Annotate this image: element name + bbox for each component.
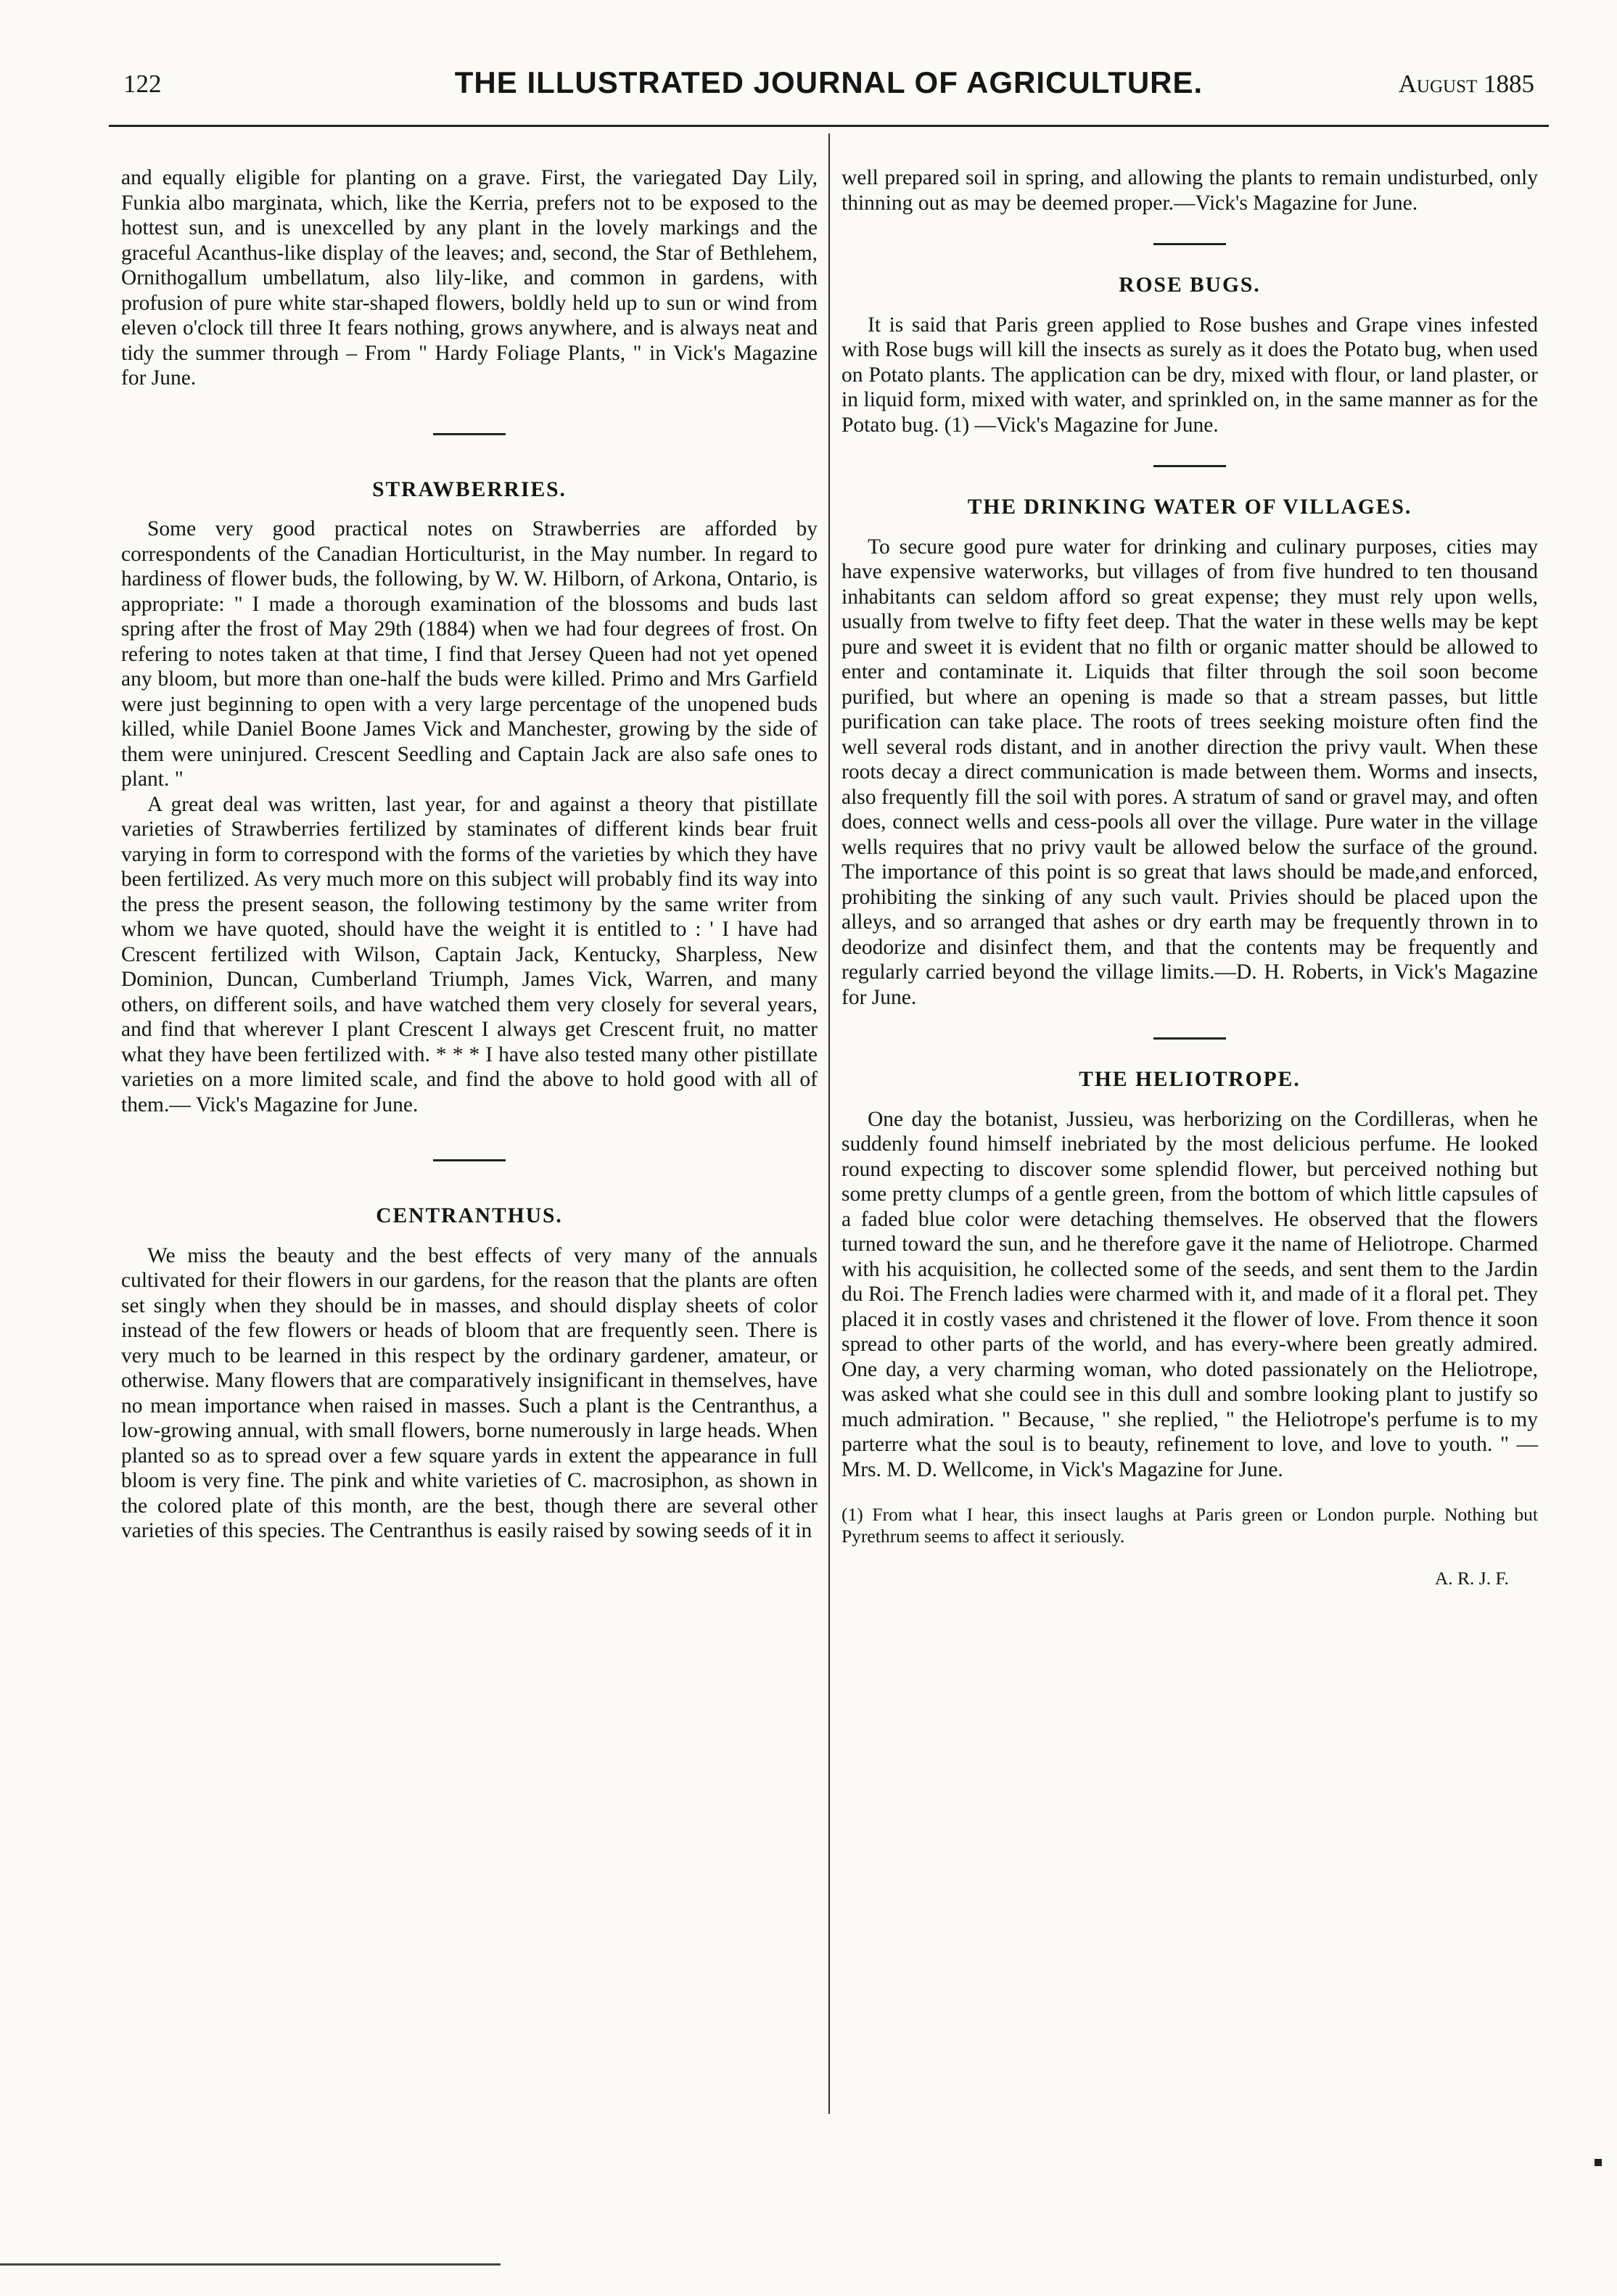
continued-paragraph: well prepared soil in spring, and allowing the plants to remain undisturbed, only thinning out as may be deemed proper.—Vick's Magazine for June.: [842, 166, 1538, 215]
continued-paragraph: and equally eligible for planting on a grave. First, the variegated Day Lily, Funkia albo marginata, which, like the Kerria, prefers not to be exposed to the hottest sun, and is unexcelled by any plant in the lovely markings and the graceful Acanthus-like display of the leaves; and, second, the Star of Bethlehem, Ornithogallum umbellatum, also lily-like, and common in gardens, with profusion of pure white star-shaped flowers, boldly held up to sun or wind from eleven o'clock till three It fears nothing, grows anywhere, and is always neat and tidy the summer through – From " Hardy Foliage Plants, " in Vick's Magazine for June.: [121, 166, 818, 390]
rose-bugs-paragraph: It is said that Paris green applied to Rose bushes and Grape vines infested with Rose bugs will kill the insects as surely as it does the Potato bug, when used on Potato plants. The application can be dry, mixed with flour, or land plaster, or in liquid form, mixed with water, and sprinkled on, in the same manner as for the Potato bug. (1) —Vick's Magazine for June.: [842, 313, 1538, 437]
section-separator: [1153, 1037, 1226, 1040]
printer-mark: [1595, 2159, 1602, 2166]
journal-title: THE ILLUSTRATED JOURNAL OF AGRICULTURE.: [454, 65, 1204, 99]
drinking-water-paragraph: To secure good pure water for drinking and culinary purposes, cities may have expensive waterworks, but villages of from five hundred to ten thousand inhabitants can seldom afford so great expense; they must rely upon wells, usually from twelve to fifty feet deep. That the water in these wells may be kept pure and sweet it is evident that no filth or organic matter should be allowed to enter and contaminate it. Liquids that filter through the soil soon become purified, but where an opening is made so that a stream passes, but little purification can take place. The roots of trees seeking moisture often find the well several rods distant, and in another direction the privy vault. When these roots decay a direct communication is made between them. Worms and insects, also frequently fill the soil with pores. A stratum of sand or gravel may, and often does, connect wells and cess-pools all over the village. Pure water in the village wells requires that no privy vault be allowed below the surface of the ground. The importance of this point is so great that laws should be made,and enforced, prohibiting the sinking of any such vault. Privies should be placed upon the alleys, and so arranged that ashes or dry earth may be frequently thrown in to deodorize and disinfect them, and that the contents may be frequently and regularly carried beyond the village limits.—D. H. Roberts, in Vick's Magazine for June.: [842, 535, 1538, 1009]
bottom-rule: [0, 2263, 501, 2266]
issue-date: August 1885: [1398, 70, 1534, 98]
rose-bugs-heading: ROSE BUGS.: [1119, 273, 1261, 297]
section-separator: [433, 433, 506, 435]
heliotrope-paragraph: One day the botanist, Jussieu, was herborizing on the Cordilleras, when he suddenly found himself inebriated by the most delicious perfume. He looked round expecting to discover some splendid flower, but perceived nothing but some pretty clumps of a gentle green, from the bottom of which little capsules of a faded blue color were detaching themselves. He observed that the flowers turned toward the sun, and he therefore gave it the name of Heliotrope. Charmed with his acquisition, he collected some of the seeds, and sent them to the Jardin du Roi. The French ladies were charmed with it, and made of it a floral pet. They placed it in costly vases and christened it the flower of love. From thence it soon spread to other parts of the world, and has every-where been greatly admired. One day, a very charming woman, who doted passionately on the Heliotrope, was asked what she could see in this dull and sombre looking plant to justify so much admiration. " Because, " she replied, " the Heliotrope's perfume is to my parterre what the soul is to beauty, refinement to love, and love to youth. " — Mrs. M. D. Wellcome, in Vick's Magazine for June.: [842, 1107, 1538, 1481]
section-separator: [433, 1159, 506, 1161]
heliotrope-heading: THE HELIOTROPE.: [1079, 1068, 1301, 1091]
section-separator: [1153, 465, 1226, 467]
page-number: 122: [123, 70, 162, 98]
footnote-signature: A. R. J. F.: [1434, 1567, 1509, 1589]
left-column: [121, 165, 818, 1544]
column-divider: [828, 133, 830, 2114]
strawberries-heading: STRAWBERRIES.: [372, 477, 567, 501]
section-separator: [1153, 243, 1226, 245]
centranthus-paragraph: We miss the beauty and the best effects of very many of the annuals cultivated for their flowers in our gardens, for the reason that the plants are often set singly when they should be in masses, and should display sheets of color instead of the few flowers or heads of bloom that are frequently seen. There is very much to be learned in this respect by the ordinary gardener, amateur, or otherwise. Many flowers that are comparatively insignificant in themselves, have no mean importance when raised in masses. Such a plant is the Centranthus, a low-growing annual, with small flowers, borne numerously in large heads. When planted so as to spread over a few square yards in extent the appearance in full bloom is very fine. The pink and white varieties of C. macrosiphon, as shown in the colored plate of this month, are the best, though there are several other varieties of this species. The Centranthus is easily raised by sowing seeds of it in: [121, 1243, 818, 1542]
strawberries-paragraph-1: Some very good practical notes on Strawberries are afforded by correspondents of the Canadian Horticulturist, in the May number. In regard to hardiness of flower buds, the following, by W. W. Hilborn, of Arkona, Ontario, is appropriate: " I made a thorough examination of the blossoms and buds last spring after the frost of May 29th (1884) when we had four degrees of frost. On refering to notes taken at that time, I find that Jersey Queen had not yet opened any bloom, but more than one-half the buds were killed. Primo and Mrs Garfield were just beginning to open with a very large percentage of the unopened buds killed, while Daniel Boone James Vick and Manchester, growing by the side of them were uninjured. Crescent Seedling and Captain Jack are also safe ones to plant. ": [121, 517, 818, 791]
page-header: [116, 64, 1542, 107]
right-column: [842, 165, 1538, 1591]
header-rule: [109, 125, 1549, 127]
drinking-water-heading: THE DRINKING WATER OF VILLAGES.: [967, 495, 1412, 519]
footnote: (1) From what I hear, this insect laughs at Paris green or London purple. Nothing but Pyrethrum seems to affect it seriously.: [842, 1504, 1538, 1547]
centranthus-heading: CENTRANTHUS.: [376, 1204, 563, 1227]
strawberries-paragraph-2: A great deal was written, last year, for and against a theory that pistillate varieties of Strawberries fertilized by staminates of different kinds bear fruit varying in form to correspond with the forms of the varieties by which they have been fertilized. As very much more on this subject will probably find its way into the press the present season, the following testimony by the same writer from whom we have quoted, should have the weight it is entitled to : ' I have had Crescent fertilized with Wilson, Captain Jack, Kentucky, Sharpless, New Dominion, Duncan, Cumberland Triumph, James Vick, Warren, and many others, on different soils, and have watched them very closely for several years, and find that wherever I plant Crescent I always get Crescent fruit, no matter what they have been fertilized with. * * * I have also tested many other pistillate varieties on a more limited scale, and find the above to hold good with all of them.— Vick's Magazine for June.: [121, 792, 818, 1116]
